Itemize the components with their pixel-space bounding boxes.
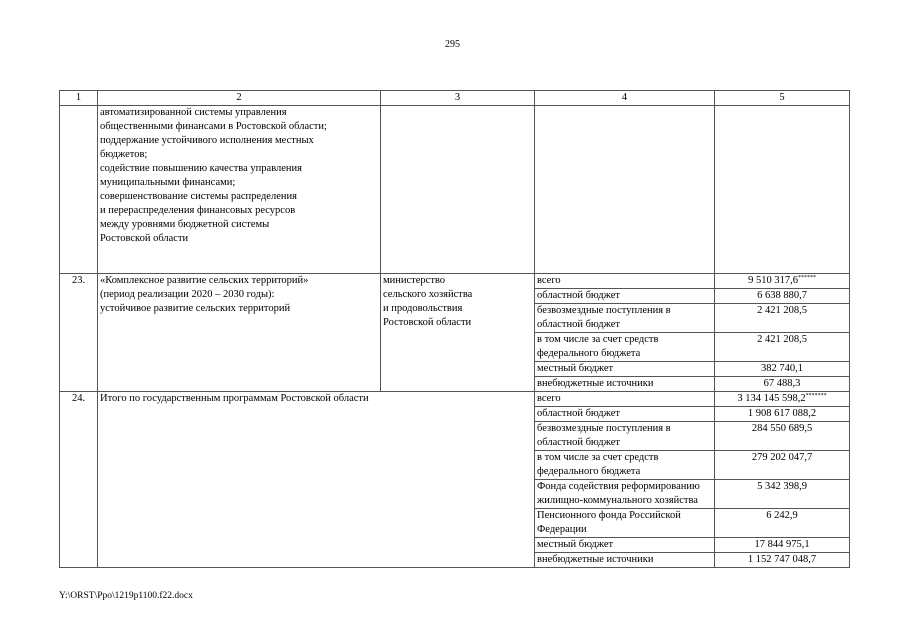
continuation-executor [381, 106, 535, 274]
funding-source: безвозмездные поступления в областной бюджет [535, 304, 715, 333]
funding-source: в том числе за счет средств федерального бюджета [535, 451, 715, 480]
funding-amount: 1 152 747 048,7 [715, 553, 850, 568]
header-col-4: 4 [535, 91, 715, 106]
funding-source: безвозмездные поступления в областной бюджет [535, 422, 715, 451]
funding-amount: 2 421 208,5 [715, 304, 850, 333]
program-row-23 [60, 274, 850, 289]
continuation-source [535, 106, 715, 274]
funding-amount: 2 421 208,5 [715, 333, 850, 362]
funding-amount: 5 342 398,9 [715, 480, 850, 509]
funding-amount: 6 638 880,7 [715, 289, 850, 304]
page-number: 295 [445, 39, 460, 50]
row-number: 24. [60, 392, 98, 568]
amount-value: 9 510 317,6 [748, 275, 798, 286]
funding-amount: 382 740,1 [715, 362, 850, 377]
program-table [59, 90, 850, 568]
program-row-24 [60, 392, 850, 407]
text-line: бюджетов; [100, 149, 148, 160]
header-col-3: 3 [381, 91, 535, 106]
funding-amount: 279 202 047,7 [715, 451, 850, 480]
funding-source: местный бюджет [535, 538, 715, 553]
text-line: совершенствование системы распределения [100, 191, 297, 202]
text-line: Ростовской области [383, 317, 472, 328]
funding-amount [715, 274, 850, 289]
header-col-1: 1 [60, 91, 98, 106]
continuation-row [60, 106, 850, 274]
footnote-mark: ******* [805, 393, 827, 399]
text-line: поддержание устойчивого исполнения местных [100, 135, 314, 146]
funding-amount: 6 242,9 [715, 509, 850, 538]
program-executor [381, 274, 535, 392]
amount-value: 3 134 145 598,2 [737, 393, 806, 404]
funding-source: внебюджетные источники [535, 553, 715, 568]
funding-source: Фонда содействия реформированию жилищно-коммунального хозяйства [535, 480, 715, 509]
text-line: Ростовской области [100, 233, 189, 244]
text-line: и продовольствия [383, 303, 463, 314]
text-line: устойчивое развитие сельских территорий [100, 303, 291, 314]
continuation-text [98, 106, 381, 274]
funding-source: местный бюджет [535, 362, 715, 377]
funding-source: в том числе за счет средств федерального бюджета [535, 333, 715, 362]
text-line: между уровнями бюджетной системы [100, 219, 270, 230]
header-row [60, 91, 850, 106]
program-total-name: Итого по государственным программам Ростовской области [98, 392, 535, 568]
funding-amount [715, 392, 850, 407]
continuation-amount [715, 106, 850, 274]
funding-amount: 67 488,3 [715, 377, 850, 392]
funding-source: областной бюджет [535, 407, 715, 422]
funding-source: областной бюджет [535, 289, 715, 304]
text-line: содействие повышению качества управления [100, 163, 302, 174]
row-number: 23. [60, 274, 98, 392]
text-line: сельского хозяйства [383, 289, 473, 300]
header-col-2: 2 [98, 91, 381, 106]
footnote-mark: ****** [797, 275, 816, 281]
funding-source: Пенсионного фонда Российской Федерации [535, 509, 715, 538]
program-name [98, 274, 381, 392]
funding-source: всего [535, 392, 715, 407]
text-line: муниципальными финансами; [100, 177, 236, 188]
funding-amount: 284 550 689,5 [715, 422, 850, 451]
funding-source: внебюджетные источники [535, 377, 715, 392]
text-line: «Комплексное развитие сельских территорий» [100, 275, 309, 286]
header-col-5: 5 [715, 91, 850, 106]
text-line: (период реализации 2020 – 2030 годы): [100, 289, 275, 300]
text-line: общественными финансами в Ростовской области; [100, 121, 327, 132]
text-line: и перераспределения финансовых ресурсов [100, 205, 296, 216]
funding-source: всего [535, 274, 715, 289]
funding-amount: 1 908 617 088,2 [715, 407, 850, 422]
text-line: автоматизированной системы управления [100, 107, 287, 118]
funding-amount: 17 844 975,1 [715, 538, 850, 553]
footer-file-path: Y:\ORST\Ppo\1219p1100.f22.docx [59, 591, 193, 601]
text-line: министерство [383, 275, 446, 286]
continuation-num [60, 106, 98, 274]
